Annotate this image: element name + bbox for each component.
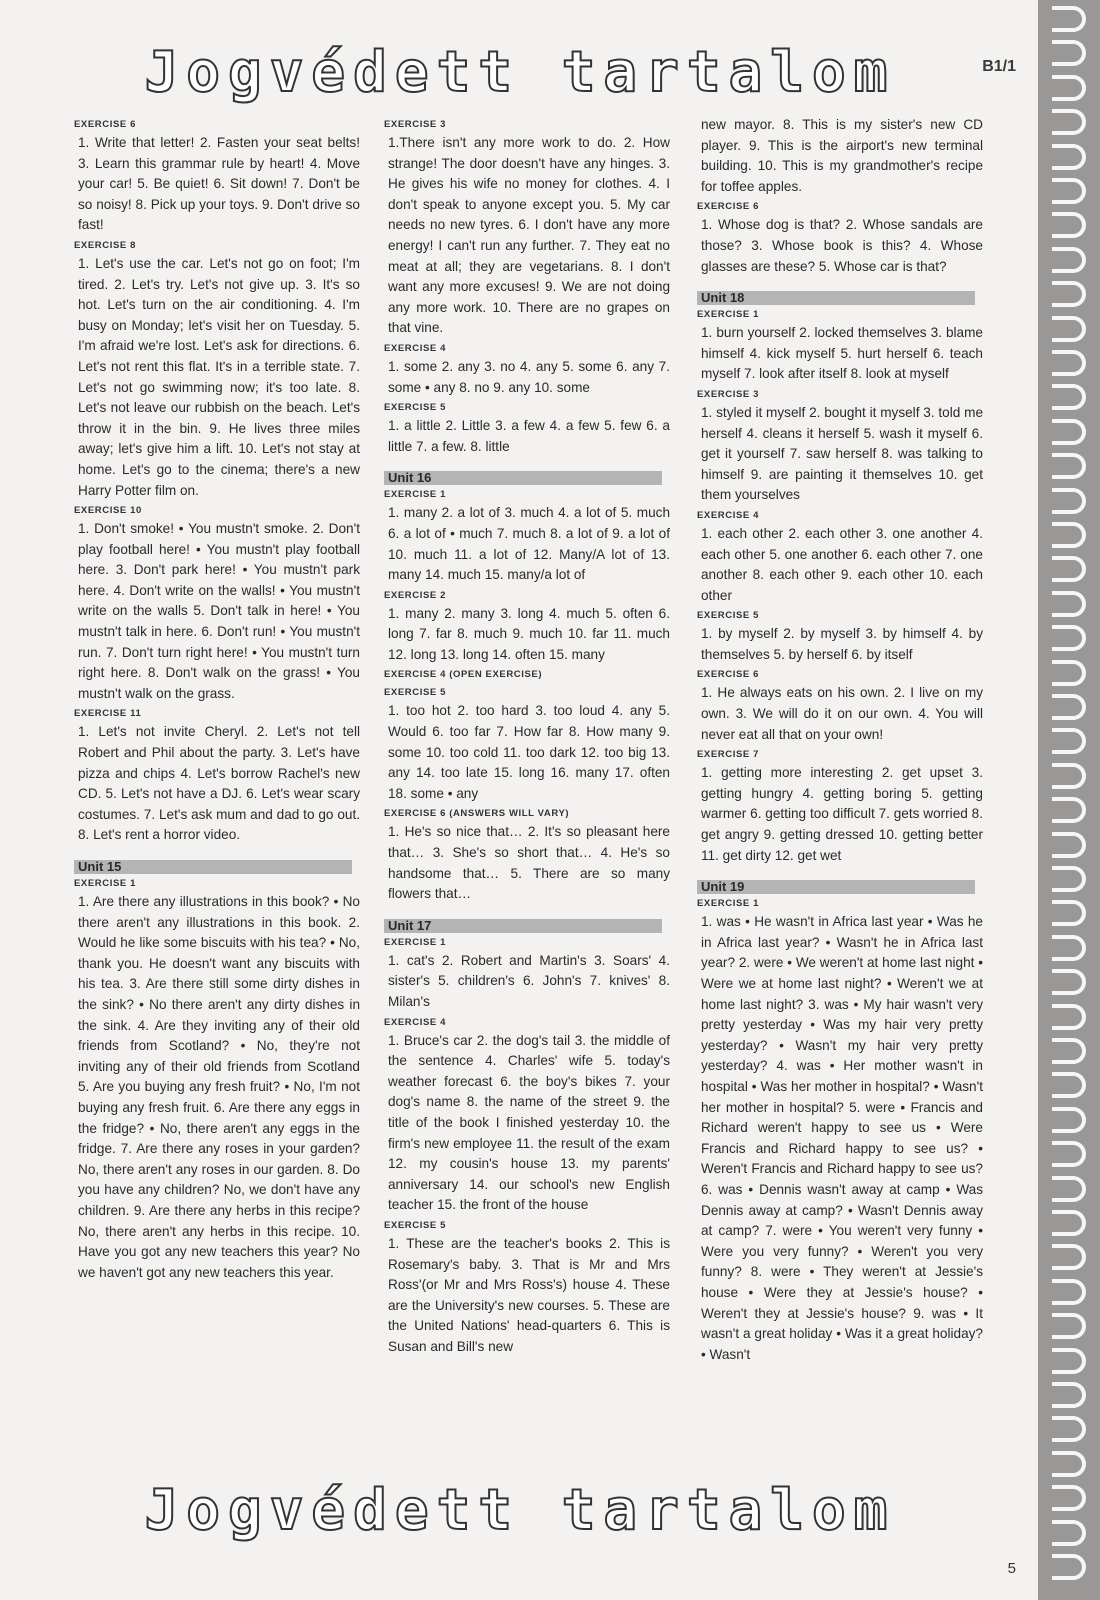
spiral-ring <box>1052 1382 1086 1408</box>
spiral-ring <box>1052 1141 1086 1167</box>
exercise-heading: EXERCISE 6 <box>74 119 136 130</box>
exercise-heading: EXERCISE 3 <box>384 119 446 130</box>
spiral-ring <box>1052 1451 1086 1477</box>
answer-text: 1. Let's use the car. Let's not go on foot; I'm tired. 2. Let's try. Let's not give up. 3. It's so hot. Let's turn on the air conditioning. 4. I'm busy on Monday; let's visit her on Tuesday. 5. I'm afraid we're lost. Let's ask for directions. 6. Let's not rent this flat. It's in a terrible state. 7. Let's not go swimming now; it's too late. 8. Let's not leave our rubbish on the beach. Let's throw it in the bin. 9. He lives three miles away; let's give him a lift. 10. Let's not stay at home. Let's go to the cinema; there's a new Harry Potter film on. <box>78 255 360 498</box>
answer-text: 1. Are there any illustrations in this book? • No there aren't any illustrations in this book. 2. Would he like some biscuits with his tea? • No, thank you. He doesn't want any biscuits with his tea. 3. Are there still some dirty dishes in the sink? • No there aren't any dirty dishes in the sink. 4. Are they inviting any of their old friends from Scotland? • No, they're not inviting any of their old friends from Scotland 5. Are you buying any fresh fruit? • No, I'm not buying any fresh fruit. 6. Are there any eggs in the fridge? • No, there aren't any eggs in the fridge. 7. Are there any roses in your garden? No, there aren't any roses in our garden. 8. Do you have any children? No, we don't have any children. 9. Are there any herbs in this recipe? No, there aren't any herbs in this recipe. 10. Have you got any new teachers this year? No we haven't got any new teachers this year. <box>78 894 360 1280</box>
spiral-ring <box>1052 660 1086 686</box>
answer-text: 1. many 2. many 3. long 4. much 5. often 6. long 7. far 8. much 9. much 10. far 11. much 12. long 13. long 14. often 15. many <box>388 605 670 662</box>
spiral-ring <box>1052 247 1086 273</box>
answer-text: 1. each other 2. each other 3. one another 4. each other 5. one another 6. each other 7. one another 8. each other 9. each other 10. each other <box>701 525 983 603</box>
exercise-heading: EXERCISE 1 <box>384 489 446 501</box>
exercise-heading: EXERCISE 5 <box>384 1219 446 1231</box>
exercise-heading: EXERCISE 4 <box>384 342 446 354</box>
spiral-ring <box>1052 900 1086 926</box>
spiral-ring <box>1052 453 1086 479</box>
spiral-ring <box>1052 178 1086 204</box>
exercise-heading: EXERCISE 10 <box>74 505 142 517</box>
spiral-ring <box>1052 75 1086 101</box>
exercise-heading: EXERCISE 1 <box>74 878 136 889</box>
answer-text: 1. Bruce's car 2. the dog's tail 3. the middle of the sentence 4. Charles' wife 5. today's weather forecast 6. the boy's bikes 7. your dog's name 8. the name of the street 9. the title of the book I finished yesterday 10. the firm's new employee 11. the result of the exam 12. my cousin's house 13. my parents' anniversary 14. our school's new English teacher 15. the front of the house <box>388 1032 670 1213</box>
page-label: B1/1 <box>982 58 1016 75</box>
exercise-heading: EXERCISE 11 <box>74 708 142 720</box>
spiral-ring <box>1052 488 1086 514</box>
spiral-ring <box>1052 591 1086 617</box>
answer-text: 1. He's so nice that… 2. It's so pleasant here that… 3. She's so short that… 4. He's so handsome that… 5. There are so many flowers that… <box>388 824 670 902</box>
spiral-ring <box>1052 419 1086 445</box>
exercise-heading: EXERCISE 1 <box>697 309 759 321</box>
answer-text: 1.There isn't any more work to do. 2. How strange! The door doesn't have any hinges. 3. He gives his wife no money for clothes. 4. I don't speak to anyone except you. 5. My car needs no new tyres. 6. I don't have any more energy! I can't run any further. 7. They eat no meat at all; they are vegetarians. 8. I don't want any more excuses! 9. We are not doing any more work. 10. There are no grapes on that vine. <box>388 135 670 336</box>
spiral-ring <box>1052 40 1086 66</box>
answer-text: 1. some 2. any 3. no 4. any 5. some 6. any 7. some • any 8. no 9. any 10. some <box>388 358 670 395</box>
exercise-heading: EXERCISE 8 <box>74 239 136 251</box>
answer-text: 1. These are the teacher's books 2. This is Rosemary's baby. 3. That is Mr and Mrs Ross'(or Mr and Mrs Ross's) house 4. These are the University's new courses. 5. These are the United Nations' head-quarters 6. This is Susan and Bill's new <box>388 1235 670 1354</box>
spiral-ring <box>1052 625 1086 651</box>
spiral-ring <box>1052 1072 1086 1098</box>
answer-text: 1. Whose dog is that? 2. Whose sandals are those? 3. Whose book is this? 4. Whose glasses are these? 5. Whose car is that? <box>701 217 983 274</box>
spiral-ring <box>1052 1107 1086 1133</box>
answer-text: 1. getting more interesting 2. get upset 3. getting hungry 4. getting boring 5. getting warmer 6. getting too difficult 7. gets worried 8. get angry 9. getting dressed 10. getting better 11. get dirty 12. get wet <box>701 765 983 863</box>
spiral-ring <box>1052 1176 1086 1202</box>
spiral-ring <box>1052 728 1086 754</box>
answer-text: 1. styled it myself 2. bought it myself 3. told me herself 4. cleans it herself 5. wash it myself 6. get it yourself 7. saw herself 8. was talking to himself 9. are painting it themselves 10. get them yourselves <box>701 404 983 503</box>
answer-text: new mayor. 8. This is my sister's new CD player. 9. This is the airport's new terminal building. 10. This is my grandmother's recipe for toffee apples. <box>701 117 983 194</box>
spiral-binding <box>1038 0 1100 1600</box>
spiral-ring <box>1052 1348 1086 1374</box>
exercise-heading: EXERCISE 1 <box>697 898 759 910</box>
spiral-ring <box>1052 6 1086 32</box>
exercise-heading: EXERCISE 6 <box>697 201 759 213</box>
unit-heading: Unit 18 <box>697 291 975 305</box>
answer-column-2 <box>384 115 670 1360</box>
spiral-ring <box>1052 556 1086 582</box>
answer-text: 1. many 2. a lot of 3. much 4. a lot of 5. much 6. a lot of • much 7. much 8. a lot of 9. a lot of 10. much 11. a lot of 12. Many/A lot of 13. many 14. much 15. many/a lot of <box>388 505 670 583</box>
answer-text: 1. Let's not invite Cheryl. 2. Let's not tell Robert and Phil about the party. 3. Let's have pizza and chips 4. Let's borrow Rachel's new CD. 5. Let's not have a DJ. 6. Let's wear scary costumes. 7. Let's ask mum and dad to go out. 8. Let's rent a horror video. <box>78 724 360 843</box>
exercise-heading: EXERCISE 4 <box>697 509 759 521</box>
unit-heading: Unit 15 <box>74 860 352 874</box>
spiral-ring <box>1052 109 1086 135</box>
spiral-ring <box>1052 212 1086 238</box>
spiral-ring <box>1052 1313 1086 1339</box>
spiral-ring <box>1052 1244 1086 1270</box>
spiral-ring <box>1052 969 1086 995</box>
exercise-heading: EXERCISE 1 <box>384 936 446 948</box>
answer-text: 1. too hot 2. too hard 3. too loud 4. any 5. Would 6. too far 7. How far 8. How many 9. some 10. too cold 11. too dark 12. too big 13. any 14. too late 15. long 16. many 17. often 18. some • any <box>388 703 670 801</box>
unit-heading: Unit 19 <box>697 880 975 894</box>
exercise-heading: EXERCISE 5 <box>384 402 446 414</box>
spiral-ring <box>1052 1004 1086 1030</box>
answer-column-1 <box>74 115 360 1285</box>
unit-heading: Unit 17 <box>384 919 662 933</box>
answer-text: 1. was • He wasn't in Africa last year • Was he in Africa last year? • Wasn't he in Africa last year? 2. were • We weren't at home last night • Were we at home last night? • Weren't we at home last night? 3. was • My hair wasn't very pretty yesterday • Was my hair very pretty yesterday? • Wasn't my hair very pretty yesterday? 4. was • Her mother wasn't in hospital • Was her mother in hospital? • Wasn't her mother in hospital? 5. were • Francis and Richard weren't happy to see us • Were Francis and Richard happy to see us? • Weren't Francis and Richard happy to see us? 6. was • Dennis wasn't away at camp • Was Dennis away at camp? • Wasn't Dennis away at camp? 7. were • You weren't very funny • Were you very funny? • Weren't you very funny? 8. were • They weren't at Jessie's house • Were they at Jessie's house? • Weren't they at Jessie's house? 9. was • It wasn't a great holiday • Was it a great holiday? • Wasn't <box>701 914 983 1362</box>
exercise-heading: EXERCISE 6 <box>697 669 759 681</box>
answer-text: 1. burn yourself 2. locked themselves 3. blame himself 4. kick myself 5. hurt herself 6. teach myself 7. look after itself 8. look at myself <box>701 325 983 382</box>
exercise-heading: EXERCISE 5 <box>697 610 759 622</box>
watermark-bottom: Jogvédett tartalom <box>144 1478 896 1543</box>
spiral-ring <box>1052 1279 1086 1305</box>
spiral-ring <box>1052 866 1086 892</box>
answer-text: 1. cat's 2. Robert and Martin's 3. Soars' 4. sister's 5. children's 6. John's 7. knives' 8. Milan's <box>388 952 670 1009</box>
watermark-top: Jogvédett tartalom <box>144 40 896 105</box>
answer-text: 1. a little 2. Little 3. a few 4. a few 5. few 6. a little 7. a few. 8. little <box>388 418 670 454</box>
spiral-ring <box>1052 316 1086 342</box>
page-number: 5 <box>1007 1560 1016 1577</box>
answer-text: 1. Don't smoke! • You mustn't smoke. 2. Don't play football here! • You mustn't play football here. 3. Don't park here! • You mustn't park here. 4. Don't write on the walls! • You mustn't write on the walls 5. Don't talk in here! • You mustn't talk in here. 6. Don't run! • You mustn't run. 7. Don't turn right here! • You mustn't turn right here. 8. Don't walk on the grass! • You mustn't walk on the grass. <box>78 521 360 701</box>
spiral-ring <box>1052 1416 1086 1442</box>
spiral-ring <box>1052 1485 1086 1511</box>
spiral-ring <box>1052 694 1086 720</box>
exercise-heading: EXERCISE 3 <box>697 388 759 400</box>
spiral-ring <box>1052 763 1086 789</box>
exercise-heading: EXERCISE 6 (ANSWERS WILL VARY) <box>384 808 570 820</box>
exercise-heading: EXERCISE 4 (OPEN EXERCISE) <box>384 669 543 681</box>
spiral-ring <box>1052 935 1086 961</box>
exercise-heading: EXERCISE 2 <box>384 589 446 601</box>
spiral-ring <box>1052 522 1086 548</box>
answer-text: 1. He always eats on his own. 2. I live on my own. 3. We will do it on our own. 4. You will never eat all that on your own! <box>701 685 983 742</box>
spiral-ring <box>1052 281 1086 307</box>
spiral-ring <box>1052 797 1086 823</box>
spiral-ring <box>1052 832 1086 858</box>
spiral-ring <box>1052 1554 1086 1580</box>
spiral-ring <box>1052 384 1086 410</box>
exercise-heading: EXERCISE 4 <box>384 1016 446 1028</box>
exercise-heading: EXERCISE 7 <box>697 749 759 761</box>
unit-heading: Unit 16 <box>384 471 662 485</box>
exercise-heading: EXERCISE 5 <box>384 687 446 699</box>
answer-text: 1. Write that letter! 2. Fasten your seat belts! 3. Learn this grammar rule by heart! 4. Move your car! 5. Be quiet! 6. Sit down! 7. Don't be so noisy! 8. Pick up your toys. 9. Don't drive so fast! <box>78 135 360 233</box>
spiral-ring <box>1052 1038 1086 1064</box>
spiral-ring <box>1052 144 1086 170</box>
spiral-ring <box>1052 1520 1086 1546</box>
spiral-ring <box>1052 350 1086 376</box>
spiral-ring <box>1052 1210 1086 1236</box>
answer-column-3 <box>697 115 983 1367</box>
answer-text: 1. by myself 2. by myself 3. by himself 4. by themselves 5. by herself 6. by itself <box>701 626 983 662</box>
